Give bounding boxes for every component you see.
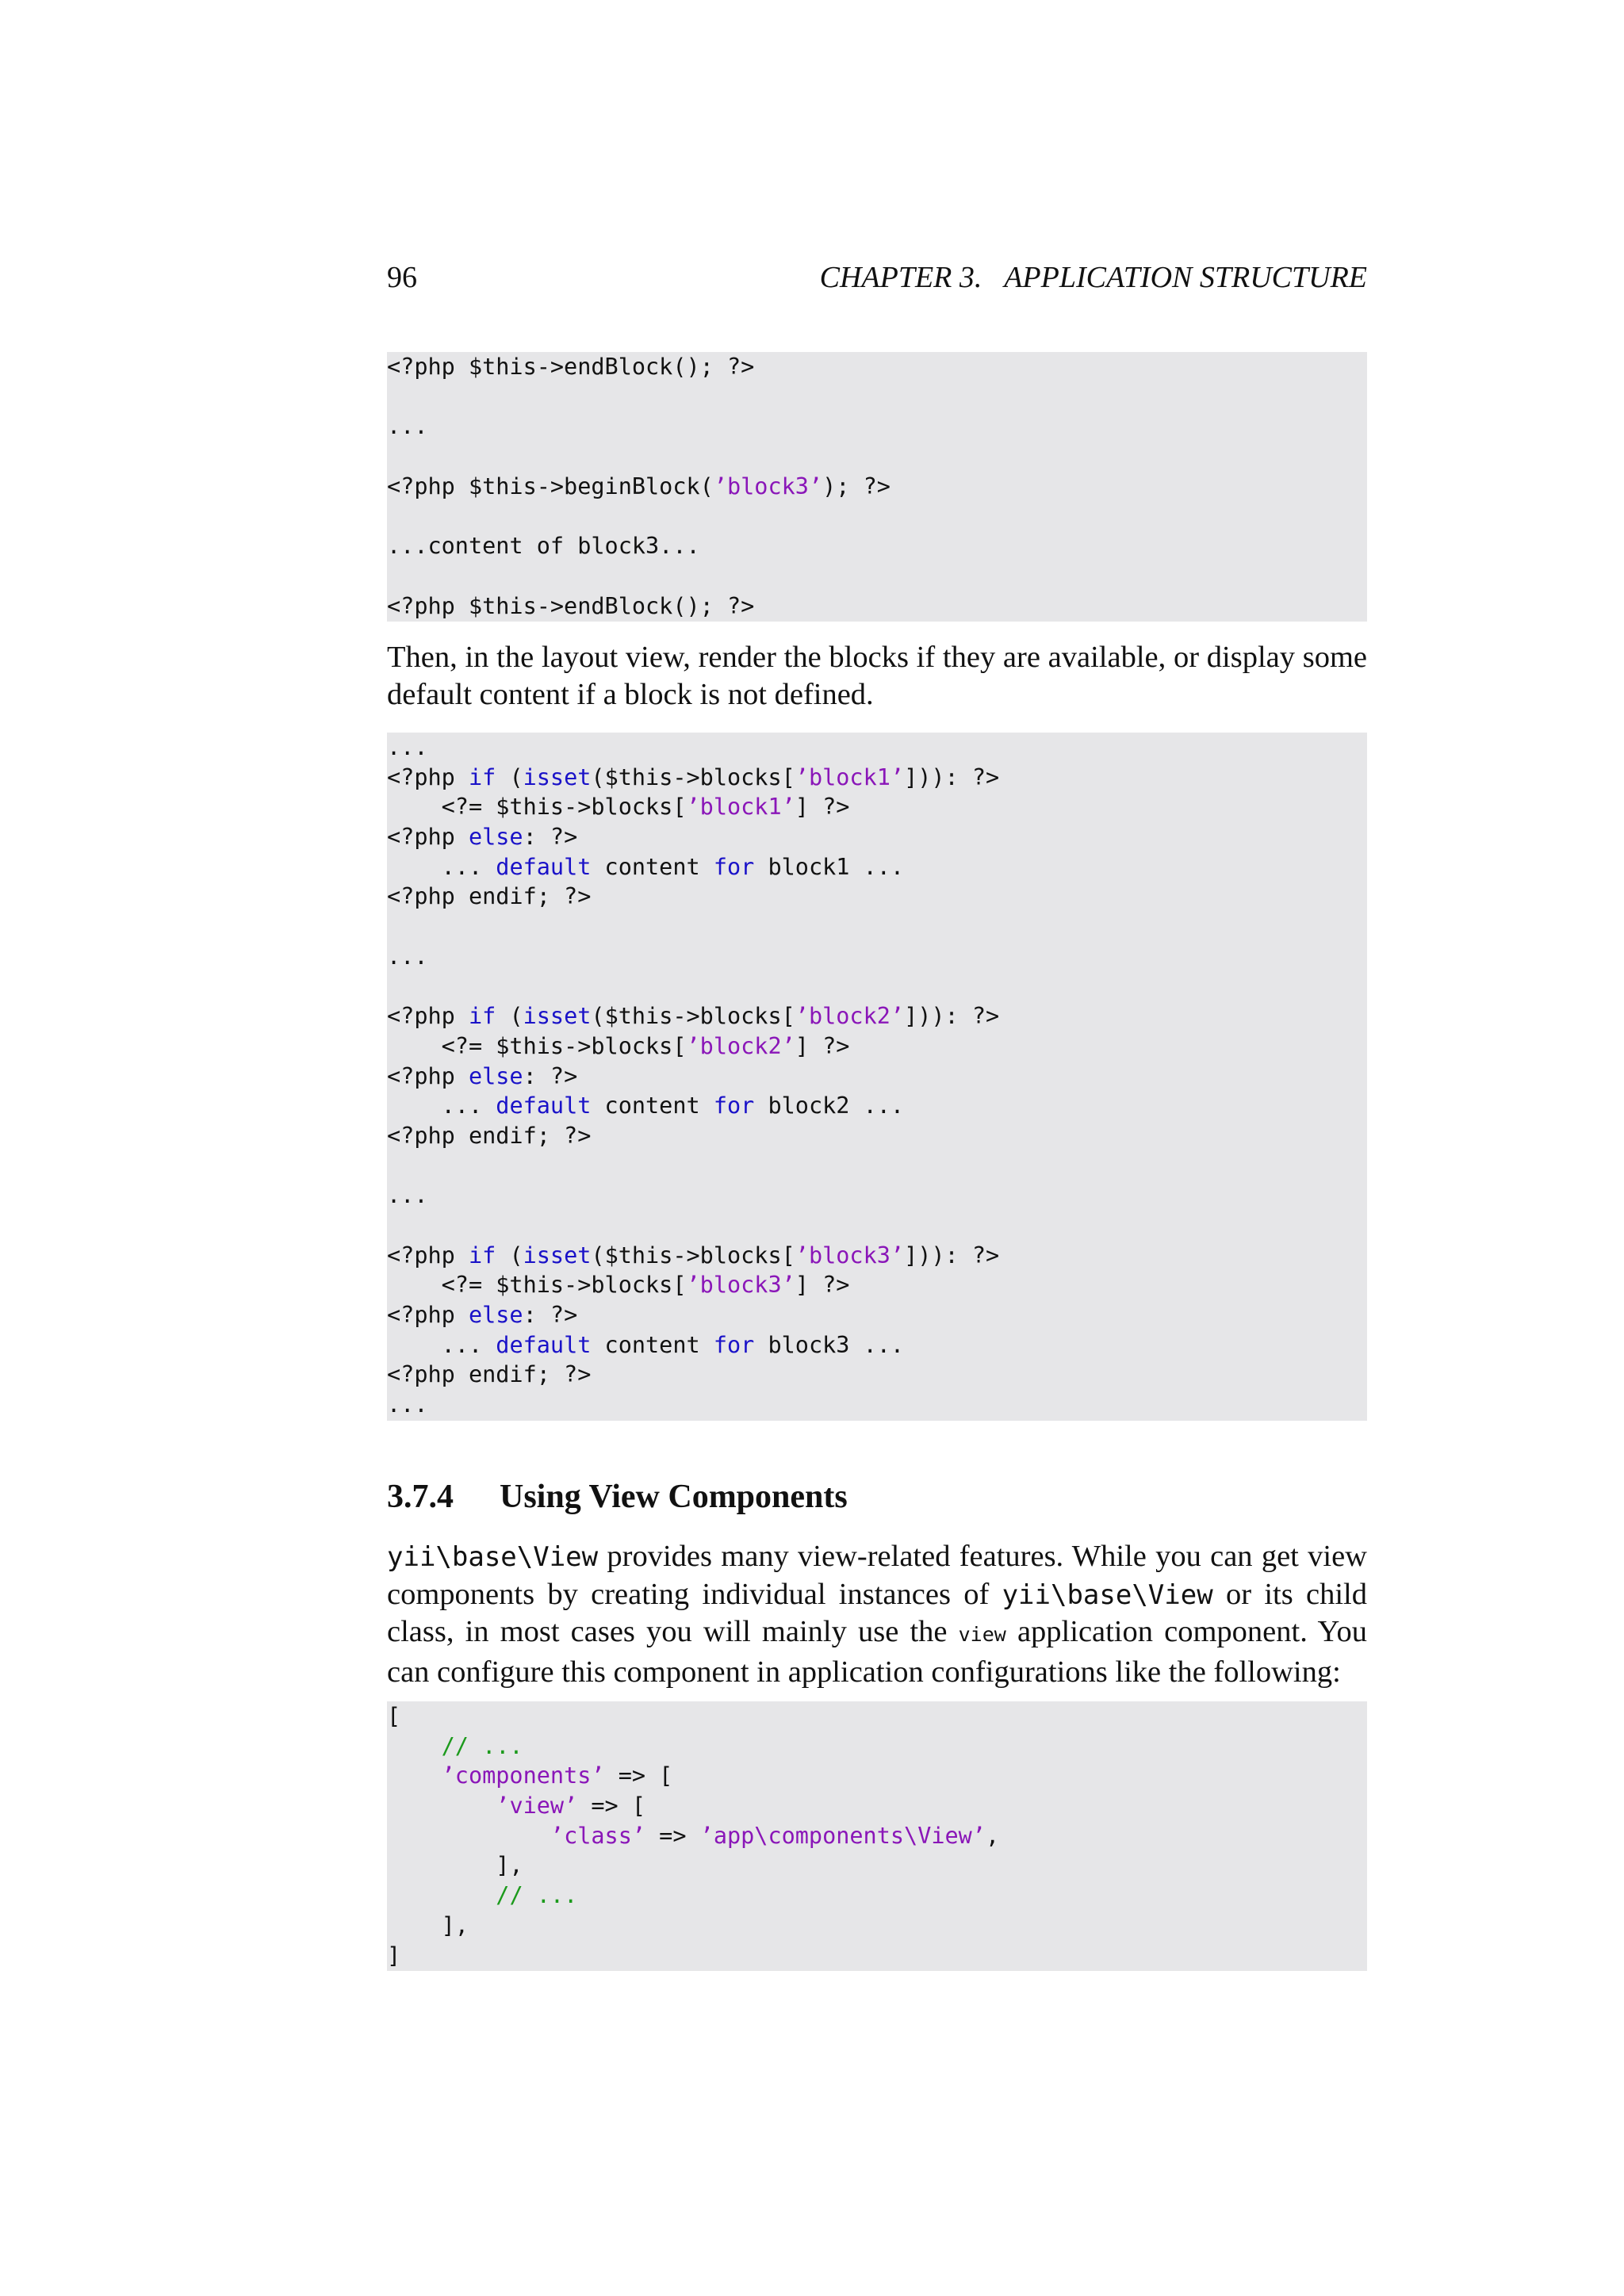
code-line [387, 1791, 1367, 1821]
code-keyword: isset [523, 763, 592, 790]
code-block-config [387, 1701, 1367, 1971]
code-text: ... [387, 853, 496, 880]
code-line [387, 1881, 1367, 1911]
code-keyword: for [713, 1331, 755, 1358]
code-comment: // ... [441, 1732, 523, 1759]
document-page [387, 0, 1367, 2296]
code-text: ])): ?> [904, 1003, 1000, 1030]
code-text: ] [387, 1942, 401, 1969]
code-text: ($this->blocks[ [591, 763, 795, 790]
code-line [387, 352, 1367, 382]
code-string: ’block2’ [795, 1003, 905, 1030]
code-line [387, 1761, 1367, 1791]
code-text [387, 1762, 442, 1789]
code-line [387, 1821, 1367, 1851]
code-line [387, 822, 1367, 852]
code-line [387, 942, 1367, 972]
code-line [387, 1151, 1367, 1181]
code-keyword: isset [523, 1242, 592, 1269]
code-line [387, 382, 1367, 412]
code-text: ] ?> [795, 794, 850, 821]
code-text: <?php [387, 1062, 469, 1089]
page-number: 96 [387, 261, 417, 294]
paragraph-text: or its child class, in most cases you will mainly use the [387, 1577, 1367, 1648]
code-text [387, 1882, 496, 1908]
code-line [387, 882, 1367, 912]
code-keyword: default [496, 1331, 592, 1358]
code-keyword: else [468, 1302, 523, 1329]
code-text: => [ [577, 1793, 646, 1820]
code-text: ... [387, 1391, 428, 1418]
code-line [387, 1300, 1367, 1330]
paragraph-text: application component. You can configure this component in application configurations like the following: [387, 1615, 1367, 1689]
code-line [387, 472, 1367, 502]
code-line [387, 1270, 1367, 1300]
code-line [387, 1211, 1367, 1241]
code-text: <?php [387, 763, 469, 790]
code-line [387, 733, 1367, 763]
code-line [387, 591, 1367, 622]
code-text: [ [387, 1703, 401, 1729]
paragraph-layout-blocks: Then, in the layout view, render the blocks if they are available, or display some default content if a block is not defined. [387, 641, 1367, 711]
code-line [387, 411, 1367, 442]
code-line [387, 1390, 1367, 1420]
code-keyword: if [468, 1003, 496, 1030]
code-text [387, 1733, 442, 1759]
code-text: block1 ... [754, 853, 905, 880]
code-text: , [985, 1822, 1000, 1849]
code-keyword: for [713, 1093, 755, 1119]
code-line [387, 792, 1367, 822]
code-line [387, 852, 1367, 882]
code-string: ’class’ [550, 1822, 646, 1849]
code-string: ’block3’ [795, 1242, 905, 1269]
section-title: Using View Components [500, 1479, 848, 1515]
code-text: <?php endif; ?> [387, 1122, 592, 1149]
code-text: <?php [387, 1302, 469, 1329]
code-text: content [591, 853, 714, 880]
code-text: ], [387, 1911, 469, 1938]
code-line [387, 1330, 1367, 1360]
code-text: ); ?> [822, 473, 891, 499]
code-text: <?php [387, 1003, 469, 1030]
code-text: <?php [387, 824, 469, 851]
code-line [387, 1241, 1367, 1271]
code-line [387, 1062, 1367, 1092]
code-text: ])): ?> [904, 763, 1000, 790]
code-line [387, 1181, 1367, 1211]
code-text: <?php [387, 1242, 469, 1269]
code-line [387, 1031, 1367, 1062]
code-text: <?= $this->blocks[ [387, 794, 687, 821]
code-text: ( [496, 1242, 523, 1269]
code-line [387, 501, 1367, 531]
class-name-yii-base-view: yii\base\View [1002, 1578, 1213, 1611]
code-keyword: if [468, 1242, 496, 1269]
paragraph-text: provides many view-related features. While you can get view components by creating individual instances of [387, 1540, 1367, 1611]
code-text: ])): ?> [904, 1242, 1000, 1269]
code-text: content [591, 1331, 714, 1358]
code-line [387, 972, 1367, 1002]
code-block-render-blocks [387, 733, 1367, 1421]
code-line [387, 763, 1367, 793]
code-string: ’app\components\View’ [699, 1822, 986, 1849]
code-text: <?php endif; ?> [387, 883, 592, 910]
code-keyword: for [713, 853, 755, 880]
code-keyword: if [468, 763, 496, 790]
code-text: content [591, 1093, 714, 1119]
code-line [387, 1701, 1367, 1732]
code-string: ’block2’ [686, 1032, 795, 1059]
code-text: <?php $this->endBlock(); ?> [387, 592, 755, 619]
code-keyword: default [496, 1093, 592, 1119]
code-line [387, 1941, 1367, 1971]
code-text: => [645, 1822, 700, 1849]
paragraph-view-components [387, 1538, 1367, 1690]
code-text: <?php $this->endBlock(); ?> [387, 354, 755, 380]
code-block-end-block [387, 352, 1367, 622]
code-text: : ?> [523, 824, 578, 851]
code-string: ’view’ [496, 1793, 578, 1820]
code-text: ...content of block3... [387, 533, 700, 560]
code-keyword: default [496, 853, 592, 880]
code-line [387, 1732, 1367, 1762]
code-text: ... [387, 1331, 496, 1358]
code-text: ... [387, 734, 428, 760]
code-line [387, 1360, 1367, 1390]
code-line [387, 1001, 1367, 1031]
section-heading [387, 1475, 848, 1519]
code-text: ] ?> [795, 1032, 850, 1059]
code-text: ], [387, 1852, 523, 1879]
code-text: block3 ... [754, 1331, 905, 1358]
code-text: ] ?> [795, 1272, 850, 1299]
code-text: ($this->blocks[ [591, 1003, 795, 1030]
code-text: ($this->blocks[ [591, 1242, 795, 1269]
code-string: ’block3’ [713, 473, 823, 499]
code-keyword: else [468, 824, 523, 851]
code-string: ’block1’ [686, 794, 795, 821]
code-string: ’block1’ [795, 763, 905, 790]
code-text: ... [387, 1093, 496, 1119]
code-text: block2 ... [754, 1093, 905, 1119]
code-comment: // ... [496, 1882, 578, 1909]
code-keyword: else [468, 1062, 523, 1089]
code-text: <?= $this->blocks[ [387, 1032, 687, 1059]
code-keyword: isset [523, 1003, 592, 1030]
code-text: : ?> [523, 1062, 578, 1089]
code-line [387, 1911, 1367, 1941]
code-text [387, 1823, 550, 1849]
code-line [387, 1850, 1367, 1881]
class-name-yii-base-view: yii\base\View [387, 1541, 599, 1573]
component-name-view: view [958, 1623, 1006, 1646]
code-line [387, 1121, 1367, 1151]
code-text: <?php endif; ?> [387, 1361, 592, 1388]
code-string: ’block3’ [686, 1272, 795, 1299]
code-line [387, 1091, 1367, 1121]
code-text: ... [387, 1182, 428, 1209]
code-line [387, 442, 1367, 472]
section-number: 3.7.4 [387, 1479, 454, 1515]
code-text: : ?> [523, 1302, 578, 1329]
code-line [387, 912, 1367, 942]
code-text: ... [387, 413, 428, 440]
code-line [387, 561, 1367, 591]
code-text: ( [496, 1003, 523, 1030]
running-head [387, 258, 1367, 297]
code-text: <?= $this->blocks[ [387, 1272, 687, 1299]
code-text [387, 1793, 496, 1819]
code-text: <?php $this->beginBlock( [387, 473, 714, 499]
code-line [387, 531, 1367, 561]
code-text: ( [496, 763, 523, 790]
code-text: ... [387, 943, 428, 970]
chapter-title: CHAPTER 3. APPLICATION STRUCTURE [819, 261, 1367, 294]
code-text: => [ [604, 1762, 673, 1789]
code-string: ’components’ [441, 1762, 605, 1789]
